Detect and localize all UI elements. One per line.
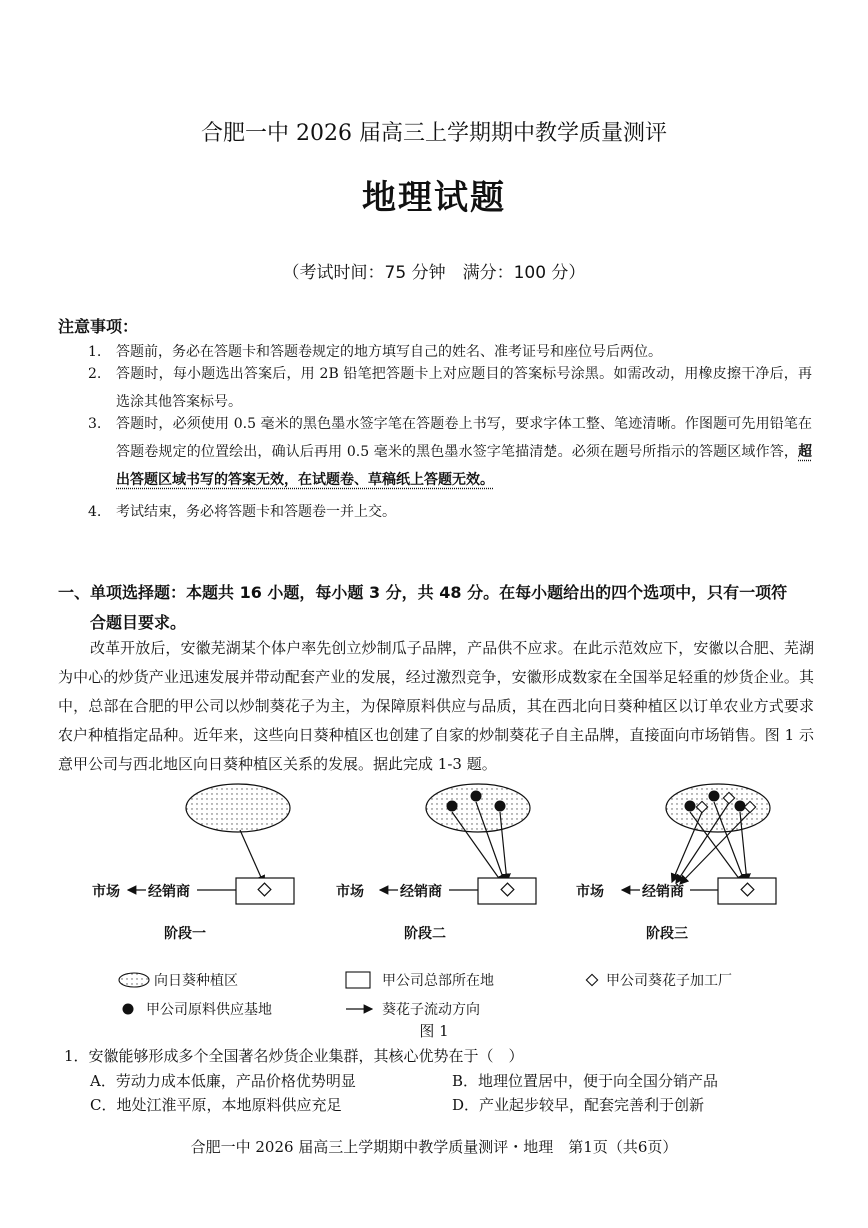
figure-caption: 图 1 bbox=[419, 1022, 449, 1040]
exam-time-and-score: （考试时间：75 分钟 满分：100 分） bbox=[282, 263, 586, 283]
document-title: 地理试题 bbox=[362, 178, 506, 218]
market-label: 市场 bbox=[336, 884, 364, 900]
note-text-wrapper bbox=[88, 410, 812, 494]
figure-legend bbox=[119, 972, 732, 1018]
legend-planting-area-label: 向日葵种植区 bbox=[154, 973, 238, 989]
supply-base-dot bbox=[495, 801, 506, 812]
exam-header-title: 合肥一中 2026 届高三上学期期中教学质量测评 bbox=[201, 121, 667, 146]
question-1-stem: 1．安徽能够形成多个全国著名炒货企业集群，其核心优势在于（ ） bbox=[64, 1047, 524, 1065]
supply-base-dot bbox=[447, 801, 458, 812]
legend-flow-label: 葵花子流动方向 bbox=[382, 1002, 480, 1018]
note-number: 4. bbox=[88, 504, 102, 520]
note-item bbox=[88, 360, 812, 416]
legend-hq-symbol bbox=[346, 972, 370, 988]
question-1-option-b: B．地理位置居中，便于向全国分销产品 bbox=[452, 1072, 719, 1090]
legend-factory-label: 甲公司葵花子加工厂 bbox=[606, 973, 732, 989]
note-text: 答题前，务必在答题卡和答题卷规定的地方填写自己的姓名、准考证号和座位号后两位。 bbox=[116, 344, 662, 360]
note-item bbox=[88, 498, 812, 526]
note-text: 考试结束，务必将答题卡和答题卷一并上交。 bbox=[116, 504, 396, 520]
supply-base-dot bbox=[735, 801, 746, 812]
note-item bbox=[88, 410, 812, 494]
stage-1-diagram bbox=[92, 784, 294, 942]
dealer-label: 经销商 bbox=[642, 884, 684, 900]
notes-title: 注意事项： bbox=[58, 317, 139, 336]
stage-label: 阶段一 bbox=[164, 926, 206, 942]
section-heading-line2: 合题目要求。 bbox=[90, 613, 187, 632]
market-label: 市场 bbox=[576, 884, 604, 900]
dealer-label: 经销商 bbox=[148, 884, 190, 900]
note-number: 3. bbox=[88, 416, 102, 432]
stage-3-diagram bbox=[576, 784, 776, 942]
question-1-option-d: D．产业起步较早，配套完善利于创新 bbox=[452, 1096, 705, 1114]
legend-hq-label: 甲公司总部所在地 bbox=[382, 973, 494, 989]
legend-planting-area-symbol bbox=[119, 973, 149, 987]
figure-1-diagram bbox=[0, 772, 868, 1022]
legend-supply-base-symbol bbox=[123, 1004, 134, 1015]
section-heading bbox=[58, 578, 814, 638]
note-emphasis: 超出答题区域书写的答案无效，在试题卷、草稿纸上答题无效。 bbox=[116, 444, 812, 488]
note-number: 1. bbox=[88, 344, 102, 360]
question-1-option-a: A．劳动力成本低廉，产品价格优势明显 bbox=[90, 1072, 356, 1090]
legend-factory-symbol bbox=[586, 974, 597, 985]
planting-area bbox=[186, 784, 290, 832]
question-1-option-c: C．地处江淮平原，本地原料供应充足 bbox=[90, 1096, 342, 1114]
supply-base-dot bbox=[471, 791, 482, 802]
stage-label: 阶段二 bbox=[404, 926, 446, 942]
stage-label: 阶段三 bbox=[646, 926, 688, 942]
note-number: 2. bbox=[88, 366, 102, 382]
reading-passage: 改革开放后，安徽芜湖某个体户率先创立炒制瓜子品牌，产品供不应求。在此示范效应下，安徽以合肥、芜湖为中心的炒货产业迅速发展并带动配套产业的发展，经过激烈竞争，安徽形成数家在全国举足轻重的炒货企业。其中，总部在合肥的甲公司以炒制葵花子为主，为保障原料供应与品质，其在西北向日葵种植区以订单农业方式要求农户种植指定品种。近年来，这些向日葵种植区也创建了自家的炒制葵花子自主品牌，直接面向市场销售。图 1 示意甲公司与西北地区向日葵种植区关系的发展。据此完成 1-3 题。 bbox=[58, 639, 814, 773]
page-footer: 合肥一中 2026 届高三上学期期中教学质量测评・地理 第1页（共6页） bbox=[190, 1138, 678, 1156]
dealer-label: 经销商 bbox=[400, 884, 442, 900]
legend-supply-base-label: 甲公司原料供应基地 bbox=[146, 1002, 272, 1018]
supply-base-dot bbox=[685, 801, 696, 812]
flow-arrow bbox=[240, 830, 264, 884]
section-heading-line1: 一、单项选择题：本题共 16 小题，每小题 3 分，共 48 分。在每小题给出的四个选项中，只有一项符 bbox=[58, 583, 788, 602]
note-text: 答题时，必须使用 0.5 毫米的黑色墨水签字笔在答题卷上书写，要求字体工整、笔迹清晰。作图题可先用铅笔在答题卷规定的位置绘出，确认后再用 0.5 毫米的黑色墨水签字笔描清楚。必须在题号所指示的答题区域作答， bbox=[116, 416, 812, 460]
supply-base-dot bbox=[709, 791, 720, 802]
stage-2-diagram bbox=[336, 784, 536, 942]
market-label: 市场 bbox=[92, 884, 120, 900]
note-text: 答题时，每小题选出答案后，用 2B 铅笔把答题卡上对应题目的答案标号涂黑。如需改动，用橡皮擦干净后，再选涂其他答案标号。 bbox=[116, 366, 812, 410]
